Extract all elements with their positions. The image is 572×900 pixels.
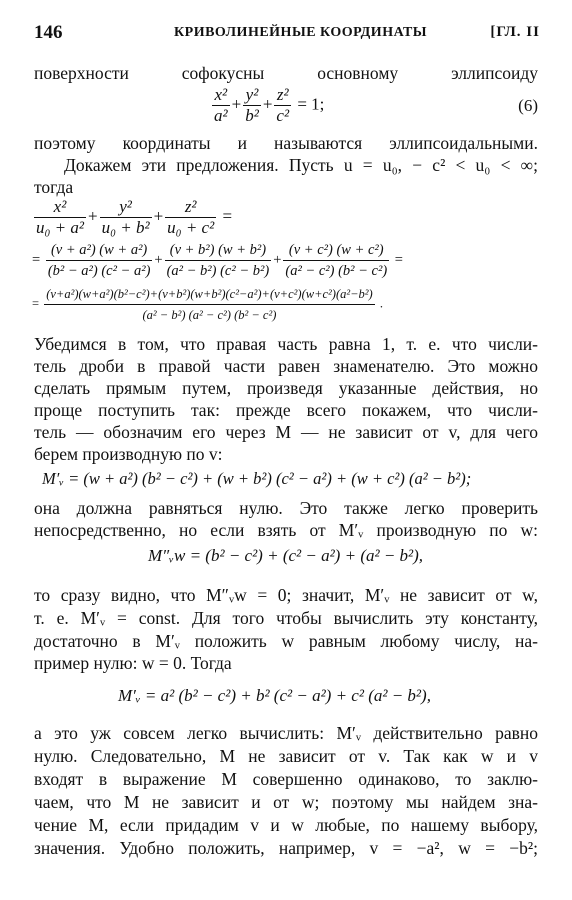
equation-expanded: = $\frac{\text{(v + a²) (w + a²)}}{\text{(b² − a²) (c² − a²)}}$ + $\frac{\text{(v + b²) (w + b²)}}{\text{(a² − b²) (c² − b²)}}$ + $\frac{\text{(v + c²) (w + c²)}}{\text{(a² − c²) (b² − c²)}}$ =	[32, 242, 403, 279]
text-line-19: входят в выражение M совершенно одинаково, то заклю-	[34, 769, 538, 789]
text-line-9: тель — обозначим его через M — не зависит от v, для чего	[34, 422, 538, 442]
text-line-6: тель дроби в правой части равен знаменателю. Это можно	[34, 356, 538, 376]
page-header	[34, 22, 540, 44]
text-line-22: значения. Удобно положить, например, v = −a², w = −b²;	[34, 838, 538, 858]
running-title: КРИВОЛИНЕЙНЫЕ КООРДИНАТЫ	[174, 25, 428, 40]
text-line-18: нулю. Следовательно, M не зависит от v. Так как w и v	[34, 746, 538, 766]
text-line-15: достаточно в M′ᵥ положить w равным любому числу, на-	[34, 631, 538, 651]
text-line-16: пример нулю: w = 0. Тогда	[34, 653, 232, 673]
text-line-14: т. е. M′ᵥ = const. Для того чтобы вычислить эту константу,	[34, 608, 538, 628]
fraction: $\frac{\text{(v+a²)(w+a²)(b²−c²)+(v+b²)(w+b²)(c²−a²)+(v+c²)(w+c²)(a²−b²)}}{\text{(a² − b²) (a² − c²) (b² − c²)}}$	[44, 284, 375, 325]
text-line-8: проще поступить так: прежде всего покажем, что числи-	[34, 400, 538, 420]
text-line-2: поэтому координаты и называются эллипсоидальными.	[34, 133, 538, 153]
fraction: $\frac{\text{x²}}{\text{a²}}$	[214, 85, 228, 125]
text-line-17: а это уж совсем легко вычислить: M′ᵥ действительно равно	[34, 723, 538, 743]
text-line-11: она должна равняться нулю. Это также легко проверить	[34, 498, 538, 518]
fraction: $\frac{\text{z²}}{\text{u₀ + c²}}$	[167, 197, 215, 237]
fraction: $\frac{\text{y²}}{\text{b²}}$	[245, 85, 259, 125]
text-line-3: Докажем эти предложения. Пусть u = u₀, − c² < u₀ < ∞;	[64, 155, 538, 175]
chapter-label: [ГЛ. II	[490, 24, 540, 40]
fraction: $\frac{\text{x²}}{\text{u₀ + a²}}$	[36, 197, 84, 237]
equation-6: $\frac{\text{x²}}{\text{a²}}$ + $\frac{\text{y²}}{\text{b²}}$ + $\frac{\text{z²}}{\text{c²}}$ = 1;	[214, 85, 325, 125]
text-line-4: тогда	[34, 177, 74, 197]
equation-combined: = $\frac{\text{(v+a²)(w+a²)(b²−c²)+(v+b²)(w+b²)(c²−a²)+(v+c²)(w+c²)(a²−b²)}}{\text{(a² − b²) (a² − c²) (b² − c²)}}$ .	[32, 284, 383, 325]
equation-sum: $\frac{\text{x²}}{\text{u₀ + a²}}$ + $\frac{\text{y²}}{\text{u₀ + b²}}$ + $\frac{\text{z²}}{\text{u₀ + c²}}$ =	[36, 197, 233, 237]
text-line-20: чаем, что M не зависит и от w; поэтому мы найдем зна-	[34, 792, 538, 812]
fraction: $\frac{\text{(v + b²) (w + b²)}}{\text{(a² − b²) (c² − b²)}}$	[166, 242, 270, 279]
fraction: $\frac{\text{y²}}{\text{u₀ + b²}}$	[101, 197, 150, 237]
text-line-7: сделать прямым путем, произведя указанные действия, но	[34, 378, 538, 398]
fraction: $\frac{\text{(v + a²) (w + a²)}}{\text{(b² − a²) (c² − a²)}}$	[47, 242, 151, 279]
equation-d2Mvw: M″ᵥw = (b² − c²) + (c² − a²) + (a² − b²),	[148, 546, 424, 565]
text-line-5: Убедимся в том, что правая часть равна 1, т. е. что числи-	[34, 334, 538, 354]
equation-dMv: M′ᵥ = (w + a²) (b² − c²) + (w + b²) (c² − a²) + (w + c²) (a² − b²);	[42, 469, 472, 488]
page-number: 146	[34, 22, 63, 43]
text-line-21: чение M, если придадим v и w любые, по нашему выбору,	[34, 815, 538, 835]
equation-number: (6)	[518, 96, 538, 115]
fraction: $\frac{\text{z²}}{\text{c²}}$	[276, 85, 290, 125]
fraction: $\frac{\text{(v + c²) (w + c²)}}{\text{(a² − c²) (b² − c²)}}$	[285, 242, 388, 279]
text-line-12: непосредственно, но если взять от M′ᵥ производную по w:	[34, 520, 538, 540]
text-line-1: поверхности софокусны основному эллипсоиду	[34, 63, 538, 83]
equation-Mv-zero: M′ᵥ = a² (b² − c²) + b² (c² − a²) + c² (a² − b²),	[118, 686, 431, 705]
text-line-13: то сразу видно, что M″ᵥw = 0; значит, M′ᵥ не зависит от w,	[34, 585, 538, 605]
text-line-10: берем производную по v:	[34, 444, 223, 464]
